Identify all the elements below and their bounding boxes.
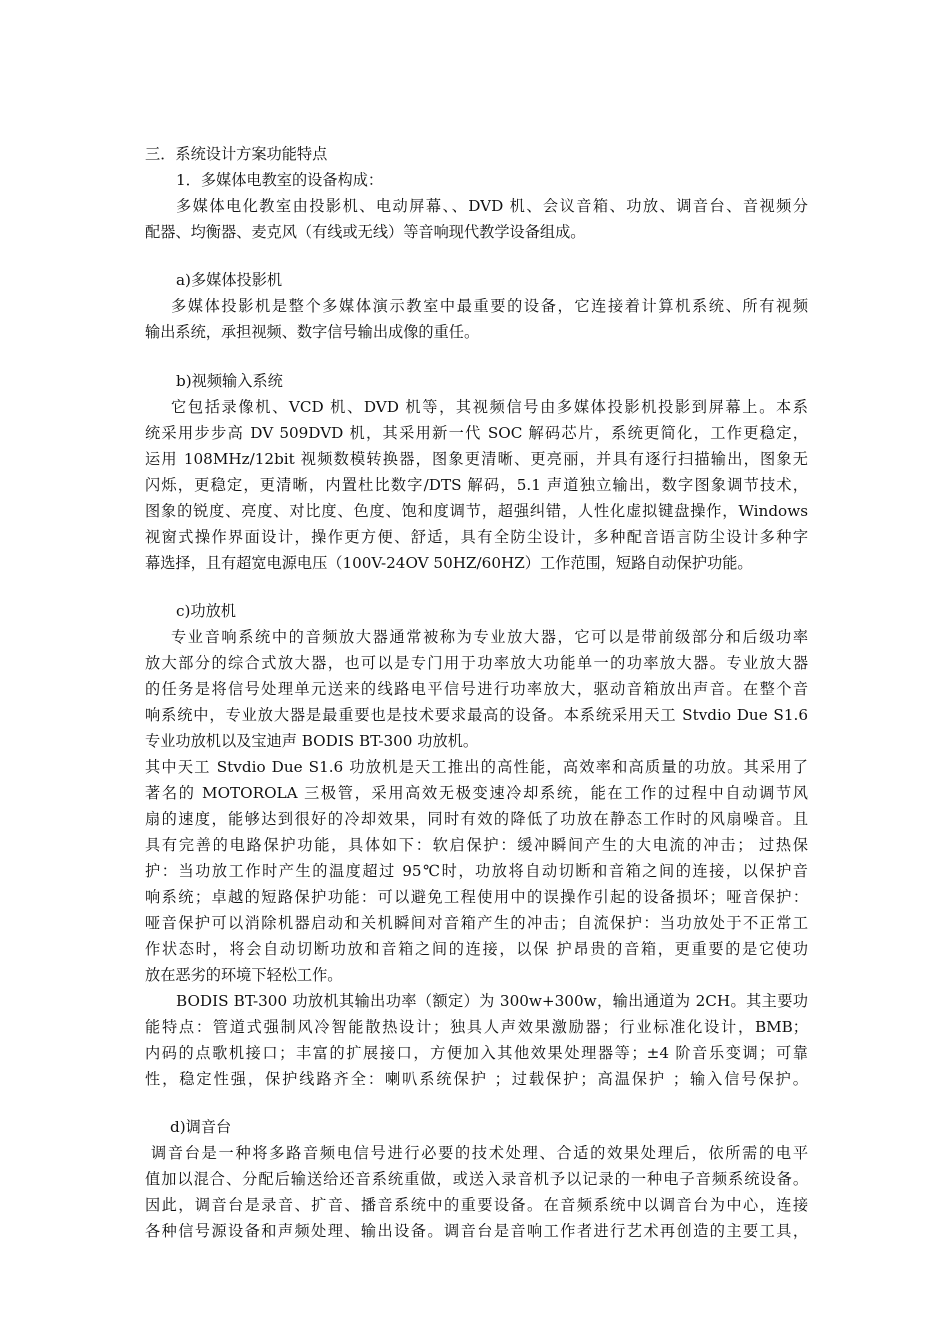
- paragraph-line: 护：当功放工作时产生的温度超过 95℃时，功放将自动切断和音箱之间的连接，以保护音: [145, 862, 808, 880]
- item-heading-d: d)调音台: [170, 1118, 232, 1136]
- paragraph-line: 专业音响系统中的音频放大器通常被称为专业放大器，它可以是带前级部分和后级功率: [171, 628, 808, 646]
- paragraph-line: 统采用步步高 DV 509DVD 机，其采用新一代 SOC 解码芯片，系统更简化，工作更稳定，: [145, 424, 808, 442]
- paragraph-line: 性，稳定性强，保护线路齐全：喇叭系统保护 ；过载保护；高温保护 ；输入信号保护。: [145, 1070, 808, 1088]
- paragraph-line: 闪烁，更稳定，更清晰，内置杜比数字/DTS 解码，5.1 声道独立输出，数字图象调节技术，: [145, 476, 808, 494]
- paragraph-line: 著名的 MOTOROLA 三极管，采用高效无极变速冷却系统，能在工作的过程中自动调节风: [145, 784, 808, 802]
- paragraph-line: 调音台是一种将多路音频电信号进行必要的技术处理、合适的效果处理后，依所需的电平: [151, 1144, 808, 1162]
- paragraph-line: 输出系统，承担视频、数字信号输出成像的重任。: [145, 323, 480, 341]
- paragraph-line: 内码的点歌机接口；丰富的扩展接口，方便加入其他效果处理器等；±4 阶音乐变调；可靠: [145, 1044, 808, 1062]
- paragraph-line: 其中天工 Stvdio Due S1.6 功放机是天工推出的高性能，高效率和高质量的功放。其采用了: [145, 758, 808, 776]
- paragraph-line: 运用 108MHz/12bit 视频数模转换器，图象更清晰、更亮丽，并具有逐行扫描输出，图象无: [145, 450, 808, 468]
- paragraph-line: 放在恶劣的环境下轻松工作。: [145, 966, 343, 984]
- paragraph-line: BODIS BT-300 功放机其输出功率（额定）为 300w+300w，输出通道为 2CH。其主要功: [176, 992, 808, 1010]
- paragraph-line: 的任务是将信号处理单元送来的线路电平信号进行功率放大，驱动音箱放出声音。在整个音: [145, 680, 808, 698]
- paragraph-line: 具有完善的电路保护功能，具体如下：软启保护：缓冲瞬间产生的大电流的冲击； 过热保: [145, 836, 808, 854]
- subsection-heading: 1．多媒体电教室的设备构成：: [176, 171, 384, 189]
- section-heading: 三．系统设计方案功能特点: [145, 145, 328, 163]
- paragraph-line: 扇的速度，能够达到很好的冷却效果，同时有效的降低了功放在静态工作时的风扇噪音。且: [145, 810, 808, 828]
- paragraph-line: 各种信号源设备和声频处理、输出设备。调音台是音响工作者进行艺术再创造的主要工具，: [145, 1222, 808, 1240]
- paragraph-line: 幕选择，且有超宽电源电压（100V-24OV 50HZ/60HZ）工作范围，短路自动保护功能。: [145, 554, 753, 572]
- paragraph-line: 作状态时，将会自动切断功放和音箱之间的连接，以保 护昂贵的音箱，更重要的是它使功: [145, 940, 808, 958]
- paragraph-line: 配器、均衡器、麦克风（有线或无线）等音响现代教学设备组成。: [145, 223, 586, 241]
- paragraph-line: 放大部分的综合式放大器，也可以是专门用于功率放大功能单一的功率放大器。专业放大器: [145, 654, 808, 672]
- paragraph-line: 它包括录像机、VCD 机、DVD 机等，其视频信号由多媒体投影机投影到屏幕上。本系: [171, 398, 808, 416]
- paragraph-line: 多媒体电化教室由投影机、电动屏幕、、DVD 机、会议音箱、功放、调音台、音视频分: [176, 197, 808, 215]
- paragraph-line: 专业功放机以及宝迪声 BODIS BT-300 功放机。: [145, 732, 479, 750]
- paragraph-line: 哑音保护可以消除机器启动和关机瞬间对音箱产生的冲击；自流保护：当功放处于不正常工: [145, 914, 808, 932]
- paragraph-line: 响系统中，专业放大器是最重要也是技术要求最高的设备。本系统采用天工 Stvdio Due S1.6: [145, 706, 808, 724]
- item-heading-c: c)功放机: [176, 602, 236, 620]
- paragraph-line: 因此，调音台是录音、扩音、播音系统中的重要设备。在音频系统中以调音台为中心，连接: [145, 1196, 808, 1214]
- paragraph-line: 多媒体投影机是整个多媒体演示教室中最重要的设备，它连接着计算机系统、所有视频: [171, 297, 808, 315]
- paragraph-line: 图象的锐度、亮度、对比度、色度、饱和度调节，超强纠错，人性化虚拟键盘操作，Windows: [145, 502, 808, 520]
- paragraph-line: 视窗式操作界面设计，操作更方便、舒适，具有全防尘设计，多种配音语言防尘设计多种字: [145, 528, 808, 546]
- item-heading-b: b)视频输入系统: [176, 372, 283, 390]
- paragraph-line: 响系统；卓越的短路保护功能：可以避免工程使用中的误操作引起的设备损坏；哑音保护：: [145, 888, 808, 906]
- paragraph-line: 能特点：管道式强制风冷智能散热设计；独具人声效果激励器；行业标准化设计，BMB；: [145, 1018, 808, 1036]
- paragraph-line: 值加以混合、分配后输送给还音系统重做，或送入录音机予以记录的一种电子音频系统设备。: [145, 1170, 808, 1188]
- item-heading-a: a)多媒体投影机: [176, 271, 283, 289]
